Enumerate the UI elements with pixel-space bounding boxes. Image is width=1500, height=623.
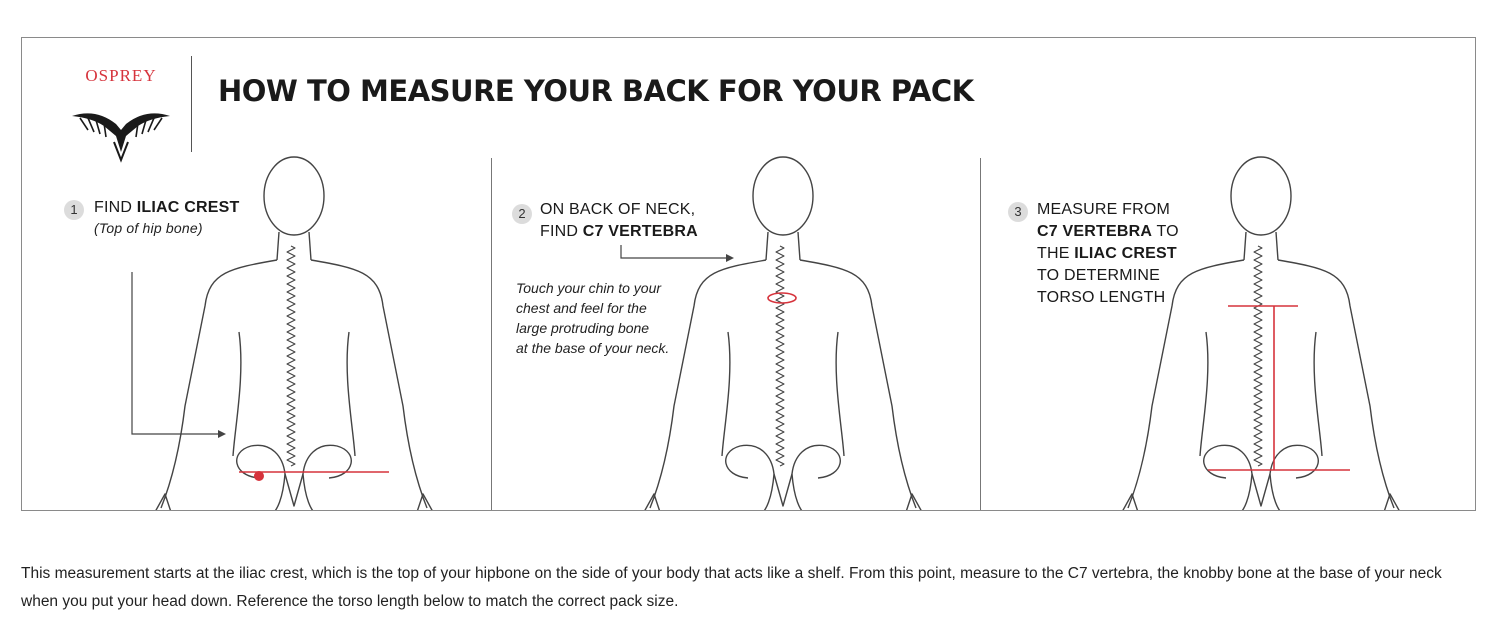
hand-outline — [644, 494, 922, 511]
step-3-line-3-bold: ILIAC CREST — [1074, 245, 1177, 262]
pelvis-right — [303, 445, 351, 511]
step-2-tip-line: large protruding bone — [516, 320, 650, 336]
spine — [776, 246, 784, 466]
step-1-number-badge: 1 — [64, 200, 84, 220]
head-outline — [1231, 157, 1291, 235]
step-1-subnote: (Top of hip bone) — [94, 220, 203, 236]
osprey-logo — [66, 60, 176, 164]
sacrum-outline — [285, 474, 303, 506]
step-2-tip-line: chest and feel for the — [516, 300, 647, 316]
torso-outline — [1200, 332, 1322, 456]
right-arm-outline — [800, 260, 916, 508]
header-divider — [191, 56, 192, 152]
step-2-tip-line: at the base of your neck. — [516, 340, 670, 356]
logo-wordmark: OSPREY — [85, 66, 157, 85]
pelvis-right — [1270, 445, 1318, 511]
step-3-number-badge: 3 — [1008, 202, 1028, 222]
step-2-instruction — [540, 199, 698, 243]
head-outline — [753, 157, 813, 235]
sacrum-outline — [774, 474, 792, 506]
step-3-line-4: TO DETERMINE — [1037, 267, 1161, 284]
panel-divider — [980, 158, 981, 511]
step-2-line-2-bold: C7 VERTEBRA — [582, 223, 698, 240]
step-3-line-3-text: THE — [1037, 245, 1075, 262]
step-1-bold: ILIAC CREST — [136, 199, 240, 216]
step-3-line-5: TORSO LENGTH — [1037, 289, 1166, 306]
step-2-tip-line: Touch your chin to your — [516, 280, 662, 296]
step-3-line-2-text: TO — [1152, 223, 1179, 240]
step-2-number-badge: 2 — [512, 204, 532, 224]
iliac-crest-marker — [254, 471, 264, 481]
spine — [287, 246, 295, 466]
step-2-line-1: ON BACK OF NECK, — [540, 201, 696, 218]
hand-outline — [1122, 494, 1400, 511]
left-arm-outline — [161, 260, 277, 508]
panel-divider — [491, 158, 492, 511]
torso-outline — [233, 332, 355, 456]
pelvis-right — [792, 445, 840, 511]
pelvis-left — [726, 445, 774, 511]
step-3-line-1: MEASURE FROM — [1037, 201, 1171, 218]
pelvis-left — [1204, 445, 1252, 511]
step-2-tip — [516, 278, 669, 358]
measurement-infographic — [21, 37, 1476, 511]
head-outline — [264, 157, 324, 235]
step-3-instruction — [1037, 199, 1179, 309]
sacrum-outline — [1252, 474, 1270, 506]
spine — [1254, 246, 1262, 466]
step-3-line-2-bold: C7 VERTEBRA — [1037, 223, 1153, 240]
torso-outline — [722, 332, 844, 456]
hand-outline — [155, 494, 433, 511]
step-1-instruction — [94, 197, 239, 238]
description-text: This measurement starts at the iliac crest, which is the top of your hipbone on the side of your body that acts like a shelf. From this point, measure to the C7 vertebra, the knobby bone at the base of your neck when you put your head down. Reference the torso length below to match the correct pack size. — [21, 565, 1442, 610]
page-title: HOW TO MEASURE YOUR BACK FOR YOUR PACK — [218, 74, 974, 108]
step-2-line-2-text: FIND — [540, 223, 583, 240]
step-1-text: FIND — [94, 199, 137, 216]
right-arm-outline — [311, 260, 427, 508]
